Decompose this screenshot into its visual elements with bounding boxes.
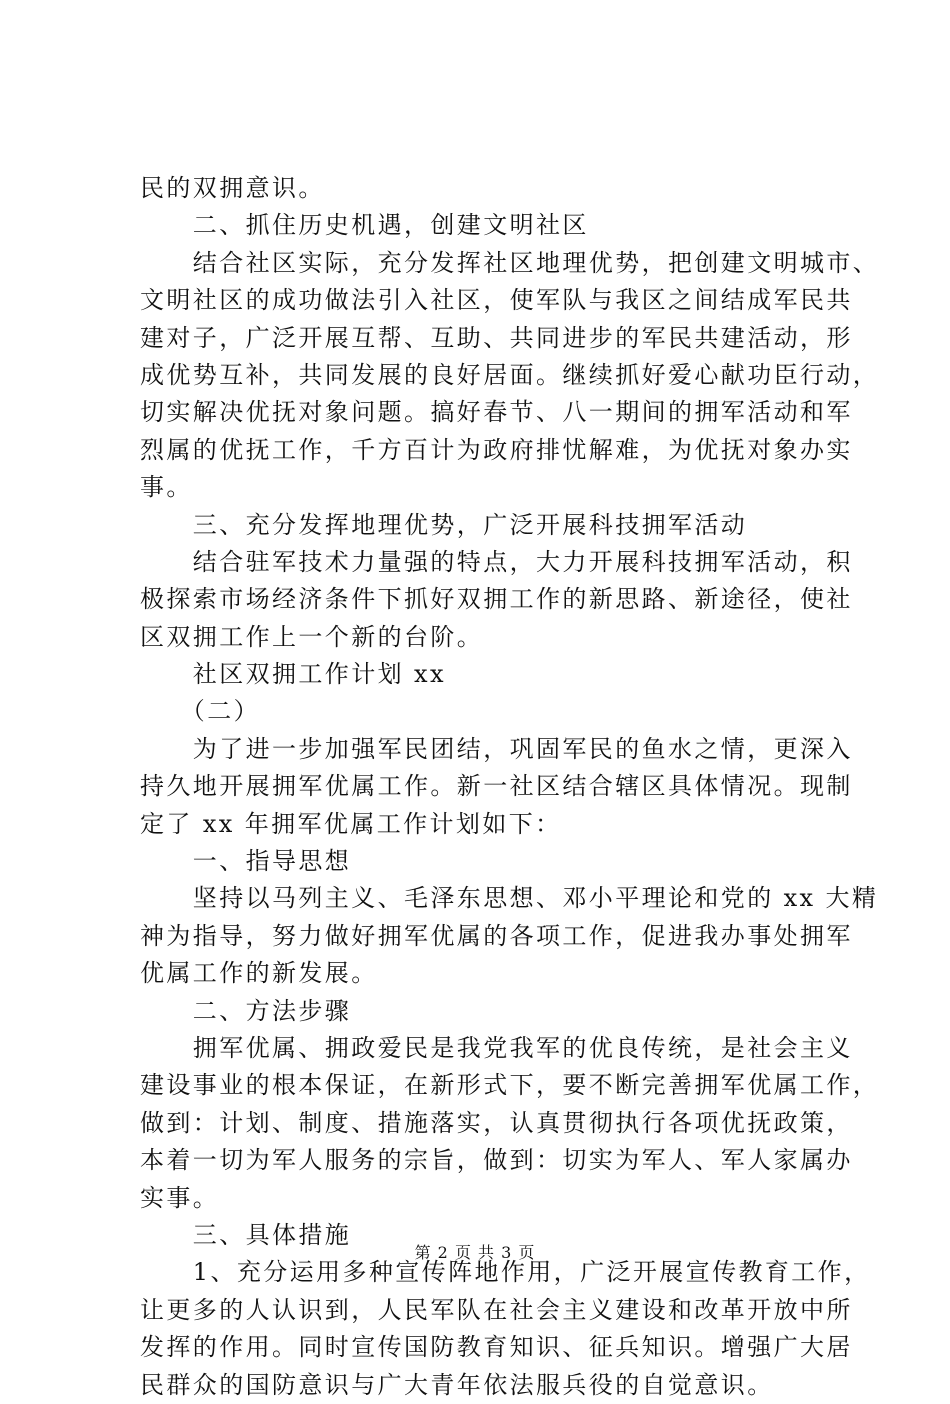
text-line: 优属工作的新发展。 bbox=[140, 959, 378, 988]
text-line: 本着一切为军人服务的宗旨，做到：切实为军人、军人家属办 bbox=[140, 1146, 853, 1175]
section-heading: 三、充分发挥地理优势，广泛开展科技拥军活动 bbox=[140, 510, 748, 539]
text-line: 民的双拥意识。 bbox=[140, 174, 325, 202]
text-line: 神为指导，努力做好拥军优属的各项工作，促进我办事处拥军 bbox=[140, 921, 853, 950]
text-line: 成优势互补，共同发展的良好居面。继续抓好爱心献功臣行动， bbox=[140, 360, 880, 389]
text-line: 区双拥工作上一个新的台阶。 bbox=[140, 622, 484, 651]
text-line: 结合驻军技术力量强的特点，大力开展科技拥军活动，积 bbox=[140, 547, 853, 576]
text-line: 文明社区的成功做法引入社区，使军队与我区之间结成军民共 bbox=[140, 286, 853, 315]
document-body bbox=[140, 170, 880, 1404]
section-heading: 二、方法步骤 bbox=[140, 996, 352, 1025]
text-line: 定了 xx 年拥军优属工作计划如下： bbox=[140, 809, 562, 838]
section-heading: 二、抓住历史机遇，创建文明社区 bbox=[140, 211, 589, 240]
text-line: 做到：计划、制度、措施落实，认真贯彻执行各项优抚政策， bbox=[140, 1108, 853, 1137]
text-line: 民群众的国防意识与广大青年依法服兵役的自觉意识。 bbox=[140, 1370, 774, 1399]
text-line: 发挥的作用。同时宣传国防教育知识、征兵知识。增强广大居 bbox=[140, 1333, 853, 1362]
text-line: 切实解决优抚对象问题。搞好春节、八一期间的拥军活动和军 bbox=[140, 398, 853, 427]
page-footer: 第 2 页 共 3 页 bbox=[414, 1243, 536, 1262]
text-line: 极探索市场经济条件下抓好双拥工作的新思路、新途径，使社 bbox=[140, 585, 853, 614]
document-subtitle: 社区双拥工作计划 xx bbox=[140, 660, 446, 689]
text-line: 结合社区实际，充分发挥社区地理优势，把创建文明城市、 bbox=[140, 248, 880, 277]
text-line: 事。 bbox=[140, 473, 193, 502]
text-line: 让更多的人认识到，人民军队在社会主义建设和改革开放中所 bbox=[140, 1295, 853, 1324]
text-line: 建对子，广泛开展互帮、互助、共同进步的军民共建活动，形 bbox=[140, 323, 853, 352]
text-line: 拥军优属、拥政爱民是我党我军的优良传统，是社会主义 bbox=[140, 1033, 853, 1062]
text-line: 为了进一步加强军民团结，巩固军民的鱼水之情，更深入 bbox=[140, 734, 853, 763]
document-subtitle-number: （二） bbox=[140, 697, 260, 726]
text-line: 实事。 bbox=[140, 1183, 220, 1212]
text-line: 烈属的优抚工作，千方百计为政府排忧解难，为优抚对象办实 bbox=[140, 435, 853, 464]
text-line: 1、充分运用多种宣传阵地作用，广泛开展宣传教育工作， bbox=[140, 1258, 871, 1287]
section-heading: 一、指导思想 bbox=[140, 847, 352, 876]
text-line: 坚持以马列主义、毛泽东思想、邓小平理论和党的 xx 大精 bbox=[140, 884, 879, 913]
text-line: 持久地开展拥军优属工作。新一社区结合辖区具体情况。现制 bbox=[140, 772, 853, 801]
text-line: 建设事业的根本保证，在新形式下，要不断完善拥军优属工作， bbox=[140, 1071, 880, 1100]
section-heading: 三、具体措施 bbox=[140, 1220, 352, 1249]
